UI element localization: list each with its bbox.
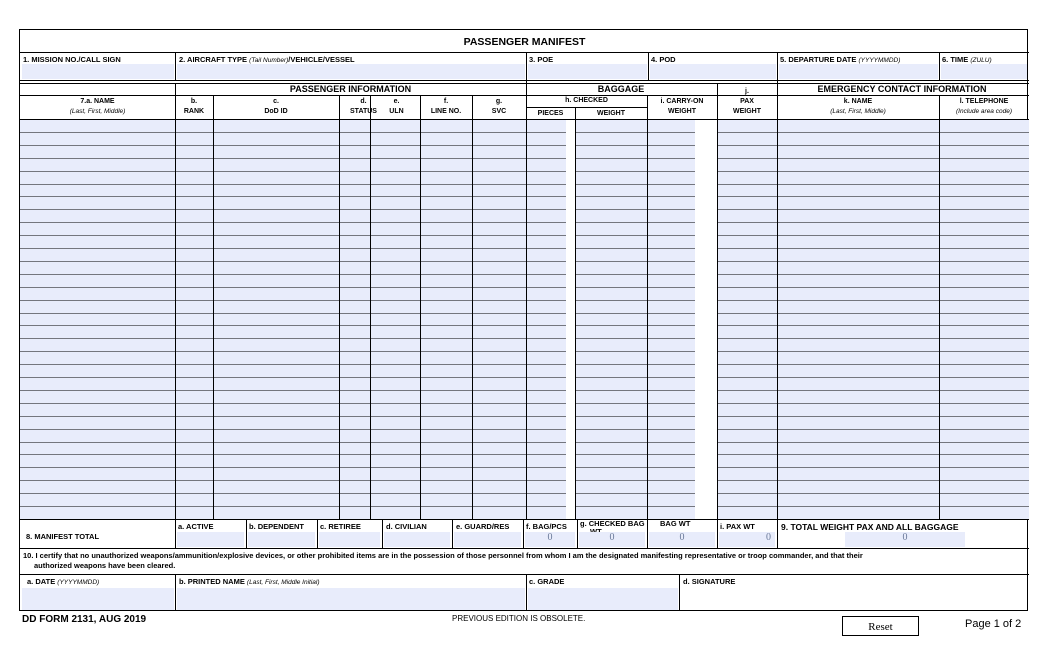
total-checked-value: 0 [579, 532, 645, 547]
grid-gap [566, 119, 575, 519]
departure-date-input[interactable] [779, 64, 938, 79]
time-input[interactable] [941, 64, 1027, 79]
total-active-label: a. ACTIVE [178, 522, 214, 531]
cert-grade-input[interactable] [528, 588, 678, 610]
reset-button[interactable]: Reset [842, 616, 919, 636]
col-pieces: PIECES [537, 110, 564, 117]
time-label: 6. TIME (ZULU) [942, 55, 992, 64]
col-pax: j. PAX WEIGHT [733, 88, 761, 115]
form-id: DD FORM 2131, AUG 2019 [22, 614, 147, 625]
col-name: 7.a. NAME (Last, First, Middle) [69, 98, 126, 115]
cert-printed-name-input[interactable] [177, 588, 525, 610]
col-ec-telephone: l. TELEPHONE (Include area code) [955, 98, 1012, 115]
form-title: PASSENGER MANIFEST [463, 36, 586, 48]
departure-date-label: 5. DEPARTURE DATE (YYYYMMDD) [780, 55, 901, 64]
obsolete-notice: PREVIOUS EDITION IS OBSOLETE. [452, 614, 586, 623]
col-weight: WEIGHT [597, 110, 625, 117]
pod-label: 4. POD [651, 55, 676, 64]
total-civilian-input[interactable] [384, 532, 450, 547]
poe-label: 3. POE [529, 55, 554, 64]
manifest-total-label: 8. MANIFEST TOTAL [26, 532, 100, 541]
total-bagpcs-value: 0 [525, 532, 575, 547]
passenger-info-heading: PASSENGER INFORMATION [289, 84, 412, 94]
total-dependent-input[interactable] [248, 532, 315, 547]
mission-input[interactable] [22, 64, 174, 79]
col-rank: b. RANK [183, 98, 205, 115]
col-lineno: f. LINE NO. [430, 98, 462, 115]
cert-grade-label: c. GRADE [529, 577, 565, 586]
mission-label: 1. MISSION NO./CALL SIGN [23, 55, 121, 64]
col-svc: g. SVC [491, 98, 507, 115]
cert-signature-label: d. SIGNATURE [683, 577, 736, 586]
pod-input[interactable] [650, 64, 776, 79]
passenger-manifest-form [19, 29, 1028, 611]
poe-input[interactable] [528, 64, 647, 79]
aircraft-input[interactable] [177, 64, 525, 79]
total-bagpcs-label: f. BAG/PCS [526, 522, 567, 531]
col-checked: h. CHECKED [565, 97, 608, 104]
certification-text: 10. I certify that no unauthorized weapons/ammunition/explosive devices, or other prohibited items are in the possession of those personnel from whom I am the designated manifesting representative or troop commander, and that their authorized weapons have been cleared. [23, 551, 863, 570]
total-guard-input[interactable] [454, 532, 521, 547]
total-checked-bag-label: g. CHECKED BAG [580, 519, 645, 528]
total-active-input[interactable] [177, 532, 244, 547]
emergency-heading: EMERGENCY CONTACT INFORMATION [817, 84, 987, 94]
col-uln: e. ULN [389, 98, 404, 115]
total-carryon-label: BAG WT [660, 519, 691, 528]
cert-date-label: a. DATE (YYYYMMDD) [27, 577, 100, 586]
total-dependent-label: b. DEPENDENT [249, 522, 305, 531]
total-civilian-label: d. CIVILIAN [386, 522, 427, 531]
page-number: Page 1 of 2 [965, 618, 1022, 630]
total-weight-label: 9. TOTAL WEIGHT PAX AND ALL BAGGAGE [781, 522, 959, 532]
baggage-heading: BAGGAGE [597, 84, 645, 94]
cert-signature-field[interactable] [681, 588, 1027, 610]
col-dodid: c. DoD ID [264, 98, 288, 115]
total-retiree-label: c. RETIREE [320, 522, 361, 531]
cert-date-input[interactable] [22, 588, 174, 610]
total-paxwt-label: i. PAX WT [720, 522, 755, 531]
passenger-grid[interactable] [20, 119, 1029, 519]
total-retiree-input[interactable] [319, 532, 380, 547]
total-carryon-value: 0 [649, 532, 715, 547]
col-ec-name: k. NAME (Last, First, Middle) [830, 98, 886, 115]
total-guard-label: e. GUARD/RES [456, 522, 510, 531]
cert-printed-name-label: b. PRINTED NAME (Last, First, Middle Initial) [179, 577, 320, 586]
grid-gap [695, 119, 717, 519]
col-carryon: i. CARRY-ON WEIGHT [660, 98, 704, 115]
aircraft-label: 2. AIRCRAFT TYPE (Tail Number)/VEHICLE/VESSEL [179, 55, 355, 64]
total-weight-value: 0 [845, 532, 965, 547]
col-status: d. STATUS [350, 98, 377, 115]
total-paxwt-value: 0 [719, 532, 775, 547]
